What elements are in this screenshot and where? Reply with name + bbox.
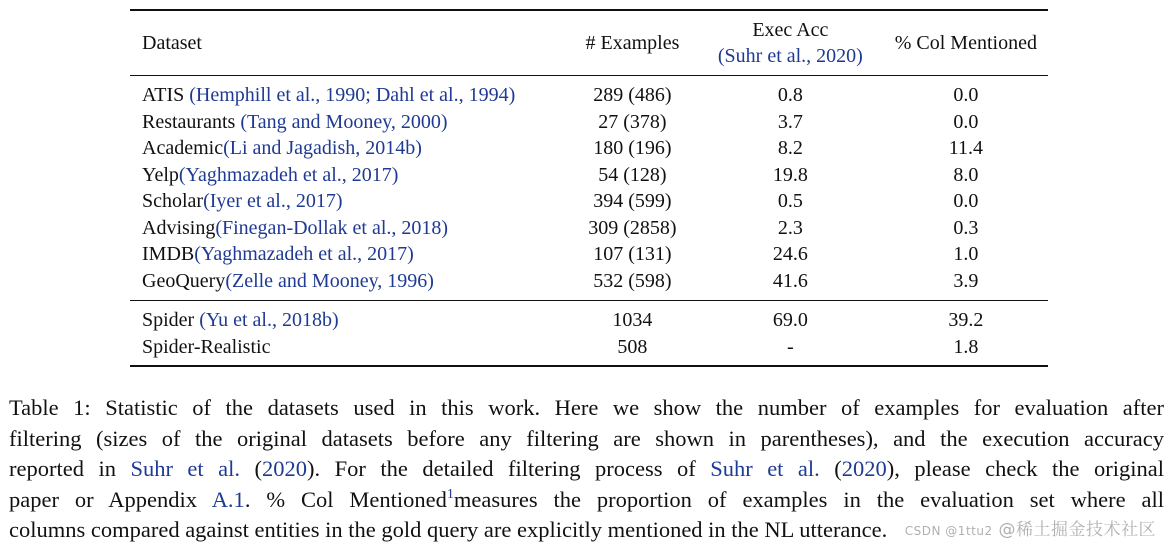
dataset-name: Restaurants [142, 110, 241, 133]
citation-year-link-2[interactable]: 2020 [841, 456, 887, 481]
caption-text: ), please check the original [886, 456, 1164, 481]
exec-acc-cell: - [697, 334, 884, 367]
dataset-name-cell [130, 241, 568, 268]
caption-line-3 [9, 454, 1164, 485]
dataset-citation[interactable]: (Yaghmazadeh et al., 2017) [194, 243, 414, 265]
col-mentioned-cell: 0.0 [953, 110, 979, 133]
exec-acc-cell: 24.6 [772, 243, 808, 265]
col-mentioned-cell: 1.0 [953, 243, 979, 265]
header-exec-acc-citation[interactable]: (Suhr et al., 2020) [717, 45, 863, 67]
examples-cell: 309 (2858) [588, 216, 677, 239]
footnote-marker[interactable]: 1 [446, 486, 454, 502]
table-row [130, 76, 1048, 109]
examples-cell: 1034 [612, 309, 653, 331]
exec-acc-cell: 0.5 [777, 190, 803, 212]
dataset-citation[interactable]: (Tang and Mooney, 2000) [240, 110, 448, 133]
dataset-statistics-table [130, 9, 1048, 367]
caption-text: reported in [9, 456, 131, 481]
dataset-name: GeoQuery [142, 269, 226, 292]
table-row [130, 241, 1048, 268]
dataset-name: Advising [142, 216, 216, 239]
exec-acc-cell: 41.6 [697, 268, 884, 301]
dataset-name-cell [130, 268, 568, 301]
dataset-name-cell [130, 188, 568, 215]
caption-text: ( [819, 456, 842, 481]
dataset-name-cell [130, 109, 568, 136]
table-row [130, 215, 1048, 242]
examples-cell: 107 (131) [593, 243, 672, 265]
caption-line-5: columns compared against entities in the gold query are explicitly mentioned in the NL utterance. [9, 517, 888, 542]
table-row [130, 188, 1048, 215]
table-row [130, 268, 1048, 301]
dataset-name-cell [130, 135, 568, 162]
header-exec-acc [697, 10, 884, 76]
watermark [905, 515, 1156, 540]
caption-line-1: Table 1: Statistic of the datasets used in this work. Here we show the number of examples for evaluation after [9, 395, 1164, 420]
dataset-name: IMDB [142, 243, 195, 265]
exec-acc-cell: 2.3 [777, 216, 803, 239]
col-mentioned-cell: 39.2 [948, 309, 984, 331]
table-row [130, 135, 1048, 162]
dataset-name-cell [130, 334, 568, 367]
examples-cell: 532 (598) [568, 268, 697, 301]
dataset-name: Yelp [142, 163, 179, 186]
header-col-mentioned: % Col Mentioned [884, 10, 1048, 76]
col-mentioned-cell: 8.0 [953, 163, 979, 186]
citation-link-suhr-2[interactable]: Suhr et al. [710, 456, 820, 481]
caption-text: . % Col Mentioned [244, 486, 447, 512]
examples-cell: 27 (378) [598, 110, 667, 133]
caption-text: ( [240, 456, 263, 481]
dataset-name: Academic [142, 137, 224, 159]
dataset-citation[interactable]: (Hemphill et al., 1990; Dahl et al., 1994) [189, 84, 516, 106]
col-mentioned-cell: 0.0 [953, 84, 979, 106]
exec-acc-cell: 3.7 [777, 110, 803, 133]
caption-line-2: filtering (sizes of the original datasets before any filtering are shown in parentheses), and the execution accuracy [9, 425, 1164, 451]
dataset-citation[interactable]: (Finegan-Dollak et al., 2018) [215, 216, 449, 239]
stats-table [130, 9, 1048, 367]
col-mentioned-cell: 3.9 [884, 268, 1048, 301]
exec-acc-cell: 8.2 [777, 137, 803, 159]
caption-line-4 [9, 485, 1164, 516]
citation-year-link[interactable]: 2020 [262, 456, 308, 481]
table-row [130, 162, 1048, 189]
dataset-name-cell [130, 301, 568, 334]
examples-cell: 289 (486) [593, 84, 672, 106]
col-mentioned-cell: 11.4 [948, 137, 983, 159]
examples-cell: 508 [568, 334, 697, 367]
table-row [130, 334, 1048, 367]
appendix-link[interactable]: A.1 [211, 486, 245, 512]
caption-text: ). For the detailed filtering process of [307, 456, 711, 481]
caption-text: paper or Appendix [9, 486, 212, 512]
table-row [130, 109, 1048, 136]
table-header-row [130, 10, 1048, 76]
dataset-name: Scholar [142, 190, 204, 212]
header-exec-acc-label: Exec Acc [752, 18, 829, 41]
examples-cell: 180 (196) [593, 137, 672, 159]
table-body [130, 76, 1048, 367]
exec-acc-cell: 69.0 [772, 309, 808, 331]
examples-cell: 54 (128) [598, 163, 667, 186]
examples-cell: 394 (599) [593, 190, 672, 212]
header-dataset: Dataset [130, 10, 568, 76]
dataset-name: Spider-Realistic [142, 335, 271, 358]
dataset-citation[interactable]: (Iyer et al., 2017) [203, 190, 343, 212]
watermark-text: @稀土掘金技术社区 [998, 520, 1156, 540]
dataset-name-cell [130, 215, 568, 242]
dataset-citation[interactable]: (Yu et al., 2018b) [199, 309, 339, 331]
watermark-csdn: CSDN @1ttu2 [904, 524, 993, 538]
caption-text: measures the proportion of examples in the evaluation set where all [453, 486, 1164, 512]
dataset-citation[interactable]: (Zelle and Mooney, 1996) [225, 269, 434, 292]
header-examples: # Examples [568, 10, 697, 76]
dataset-name: ATIS [142, 84, 190, 106]
dataset-citation[interactable]: (Yaghmazadeh et al., 2017) [178, 163, 399, 186]
dataset-name-cell [130, 162, 568, 189]
exec-acc-cell: 19.8 [772, 163, 808, 186]
dataset-name-cell [130, 76, 568, 109]
table-row [130, 301, 1048, 334]
dataset-name: Spider [142, 309, 200, 331]
col-mentioned-cell: 1.8 [884, 334, 1048, 367]
col-mentioned-cell: 0.0 [953, 190, 979, 212]
dataset-citation[interactable]: (Li and Jagadish, 2014b) [223, 137, 422, 159]
col-mentioned-cell: 0.3 [953, 216, 979, 239]
citation-link-suhr[interactable]: Suhr et al. [130, 456, 241, 481]
exec-acc-cell: 0.8 [777, 84, 803, 106]
